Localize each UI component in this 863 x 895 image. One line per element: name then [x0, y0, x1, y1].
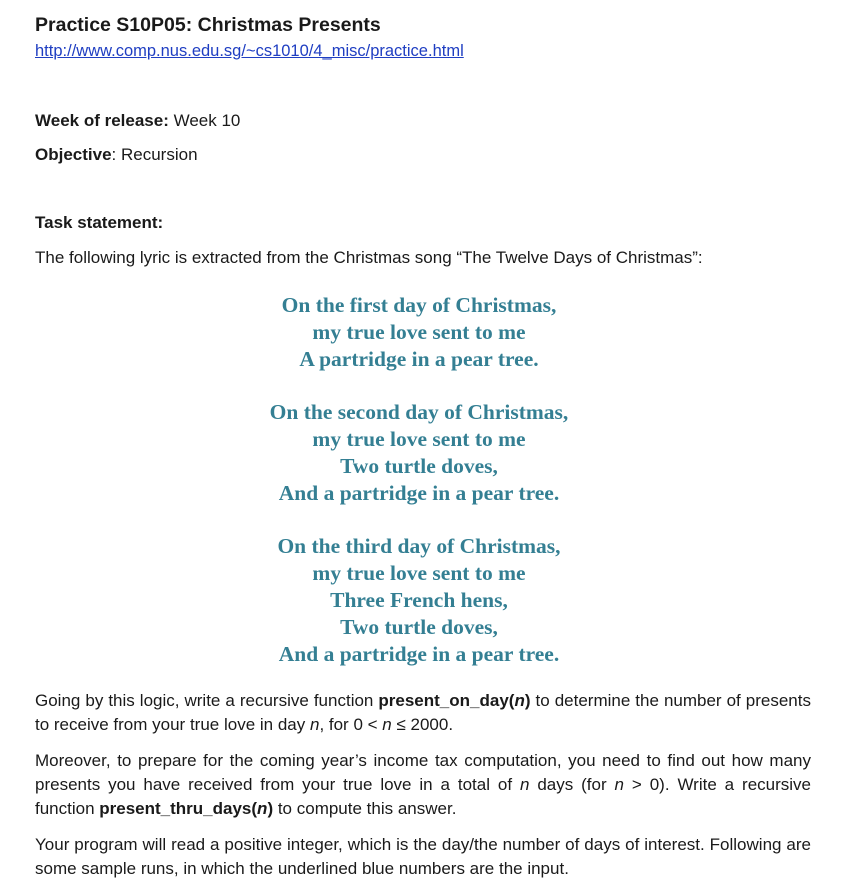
paragraph-present-on-day	[35, 689, 811, 737]
lyric-line: Two turtle doves,	[340, 454, 498, 478]
week-label: Week of release:	[35, 111, 169, 130]
text-run: Moreover, to prepare for the coming year’s income tax computation, you need to find out how many presents you have received from your true love in a total of	[35, 751, 811, 794]
lyric-line: my true love sent to me	[312, 320, 526, 344]
task-intro: The following lyric is extracted from the Christmas song “The Twelve Days of Christmas”:	[35, 248, 703, 267]
text-run: present_thru_days(	[99, 799, 258, 818]
objective	[35, 145, 198, 165]
text-run: > 0). Write a recursive function	[35, 775, 811, 818]
lyric-line: Two turtle doves,	[340, 615, 498, 639]
lyric-line: And a partridge in a pear tree.	[278, 481, 560, 505]
paragraph-sample-runs: Your program will read a positive integer, which is the day/the number of days of interest. Following are some sample runs, in which the underlined blue numbers are the input.	[35, 835, 811, 878]
lyric-line: And a partridge in a pear tree.	[278, 642, 560, 666]
song-lyrics	[35, 292, 803, 668]
lyric-line: On the second day of Christmas,	[269, 400, 569, 424]
paragraph-present-thru-days	[35, 749, 811, 821]
lyric-line: A partridge in a pear tree.	[299, 347, 539, 371]
text-run: n	[514, 691, 525, 710]
text-run: days (for	[529, 775, 615, 794]
text-run: , for 0 <	[319, 715, 383, 734]
week-value: Week 10	[173, 111, 241, 130]
stanza-2	[35, 399, 803, 507]
lyric-line: On the first day of Christmas,	[281, 293, 557, 317]
function-name	[378, 691, 530, 710]
week-of-release	[35, 111, 240, 131]
practice-link[interactable]: http://www.comp.nus.edu.sg/~cs1010/4_misc/practice.html	[35, 42, 464, 60]
lyric-line: On the third day of Christmas,	[277, 534, 561, 558]
text-run: ≤ 2000.	[391, 715, 454, 734]
text-run: n	[257, 799, 268, 818]
text-run: Going by this logic, write a recursive function	[35, 691, 379, 710]
function-name	[99, 799, 273, 818]
text-run: n	[309, 715, 320, 734]
text-run: n	[382, 715, 392, 734]
text-run: to determine the number of presents to receive from your true love in day	[35, 691, 811, 734]
text-run: to compute this answer.	[273, 799, 457, 818]
lyric-line: Three French hens,	[330, 588, 508, 612]
objective-label: Objective	[35, 145, 112, 164]
stanza-1	[35, 292, 803, 373]
text-run: present_on_day(	[378, 691, 515, 710]
objective-value: : Recursion	[111, 145, 198, 164]
stanza-3	[35, 533, 803, 668]
text-run: n	[614, 775, 624, 794]
page-title: Practice S10P05: Christmas Presents	[35, 14, 381, 36]
text-run: n	[519, 775, 530, 794]
lyric-line: my true love sent to me	[312, 427, 526, 451]
text-run: )	[524, 691, 531, 710]
task-heading: Task statement:	[35, 213, 164, 232]
text-run: )	[267, 799, 274, 818]
lyric-line: my true love sent to me	[312, 561, 526, 585]
